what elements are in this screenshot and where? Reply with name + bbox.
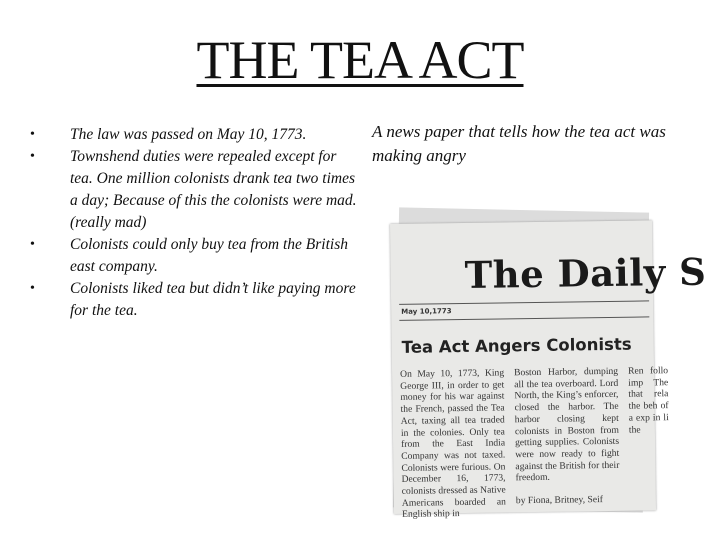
newspaper-headline: Tea Act Angers Colonists <box>401 334 632 357</box>
article-column-3: Ren follo imp The that rela the beh of a exp in li the <box>628 365 669 436</box>
article-column-2 <box>514 366 620 517</box>
article-byline: by Fiona, Britney, Seif <box>515 494 603 507</box>
bullet-item <box>28 146 358 234</box>
slide-title-text: THE TEA ACT <box>196 30 524 90</box>
bullet-item <box>28 278 358 322</box>
bullet-item <box>28 124 358 146</box>
bullet-marker: • <box>30 149 35 164</box>
bullet-text: Colonists could only buy tea from the British east company. <box>70 236 348 275</box>
bullet-item <box>28 234 358 278</box>
newspaper-masthead: The Daily S <box>464 249 707 297</box>
slide-title <box>0 30 720 90</box>
article-column-2-text: Boston Harbor, dumping all the tea overboard. Lord North, the King’s enforcer, closed the harbor. The harbor closing kept colonists in Boston from getting supplies. Colonists were now ready to fight against the British for their freedom. <box>514 365 620 484</box>
date-rule <box>399 316 649 320</box>
newspaper-front-page <box>390 220 707 521</box>
newspaper-date: May 10,1773 <box>401 307 452 316</box>
bullet-marker: • <box>30 127 35 142</box>
bullet-marker: • <box>30 237 35 252</box>
article-column-1: On May 10, 1773, King George III, in order to get money for his war against the French, passed the Tea Act, taxing all tea traded in the colonies. Only tea from the East India Company was not taxed. Colonists were furious. On December 16, 1773, colonists dressed as Native Americans boarded an English ship in <box>400 367 506 521</box>
bullet-text: The law was passed on May 10, 1773. <box>70 126 307 143</box>
newspaper-image <box>390 210 707 521</box>
bullet-text: Colonists liked tea but didn’t like paying more for the tea. <box>70 280 356 319</box>
bullet-list <box>28 124 358 322</box>
image-caption: A news paper that tells how the tea act was making angry <box>372 122 666 165</box>
masthead-rule <box>399 300 649 304</box>
bullet-text: Townshend duties were repealed except for tea. One million colonists drank tea two times a day; Because of this the colonists were mad. (really mad) <box>70 148 357 231</box>
bullet-marker: • <box>30 281 35 296</box>
